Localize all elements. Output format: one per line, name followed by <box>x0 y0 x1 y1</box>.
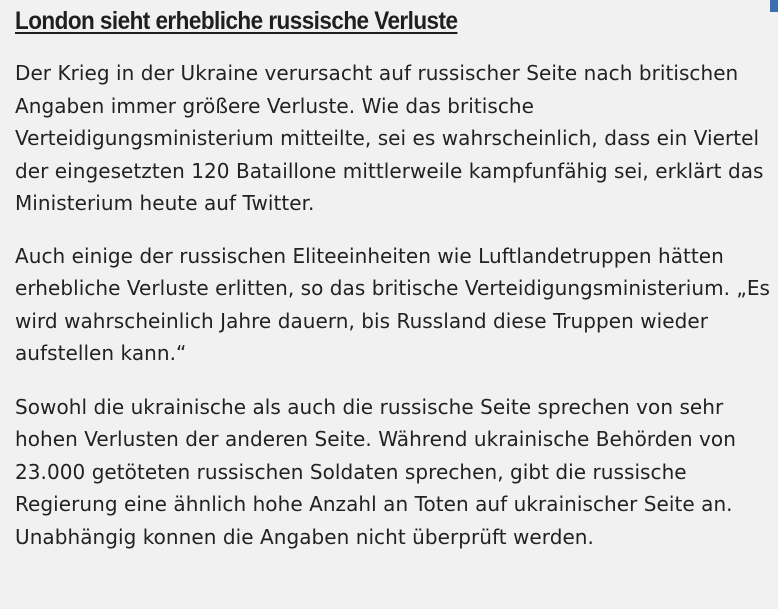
article-paragraph-3: Sowohl die ukrainische als auch die russische Seite sprechen von sehr hohen Verlusten der anderen Seite. Während ukrainische Behörden von 23.000 getöteten russischen Soldaten sprechen, gibt die russische Regierung eine ähnlich hohe Anzahl an Toten auf ukrainischer Seite an. Unabhängig konnen die Angaben nicht überprüft werden. <box>15 394 736 549</box>
article-headline[interactable]: London sieht erhebliche russische Verluste <box>15 7 458 35</box>
article-paragraph-1: Der Krieg in der Ukraine verursacht auf russischer Seite nach britischen Angaben immer größere Verluste. Wie das britische Verteidigungsministerium mitteilte, sei es wahrscheinlich, dass ein Viertel der eingesetzten 120 Bataillone mittlerweile kampfunfähig sei, erklärt das Ministerium heute auf Twitter. <box>15 61 764 215</box>
corner-accent-mark <box>770 0 778 12</box>
article-paragraph-2: Auch einige der russischen Eliteeinheiten wie Luftlandetruppen hätten erhebliche Verluste erlitten, so das britische Verteidigungsministerium. „Es wird wahrscheinlich Jahre dauern, bis Russland diese Truppen wieder aufstellen kann.“ <box>15 243 770 365</box>
news-article <box>15 0 770 553</box>
